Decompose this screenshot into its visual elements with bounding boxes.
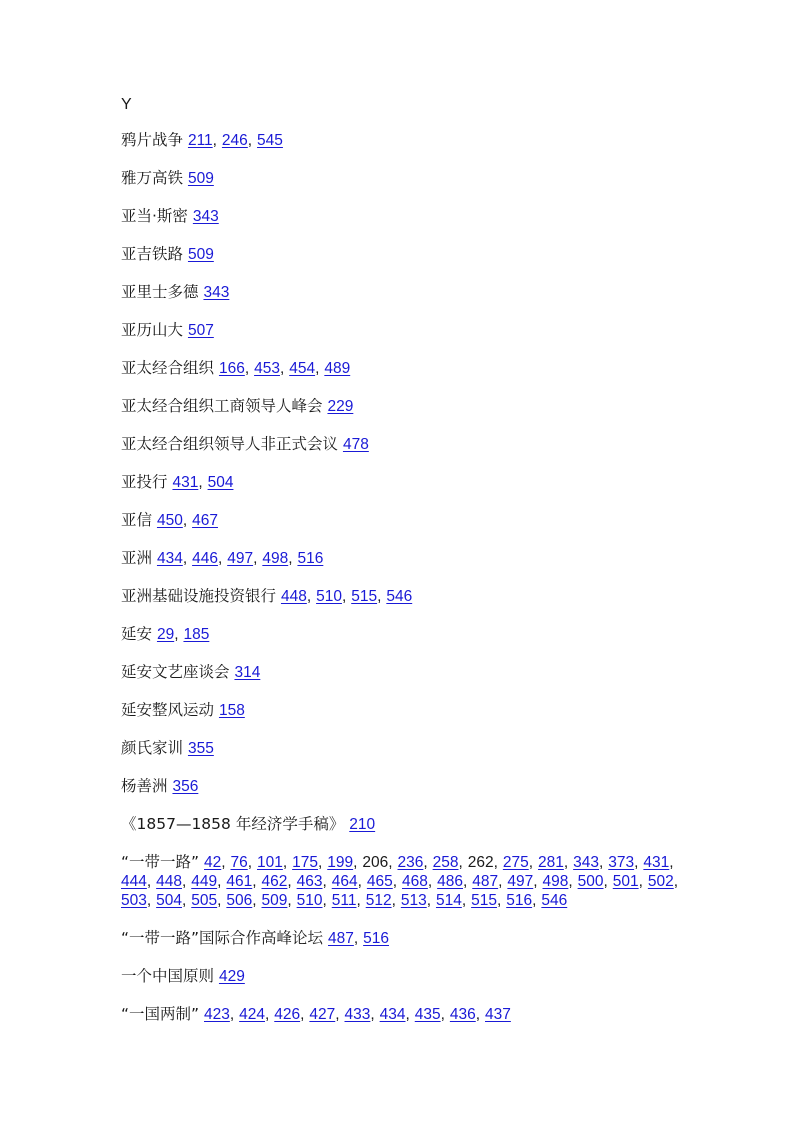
page-reference-link[interactable]: 503: [121, 892, 147, 909]
index-entry: [121, 359, 681, 378]
page-separator: ,: [265, 1006, 270, 1023]
page-separator: ,: [528, 854, 534, 871]
page-reference-link[interactable]: 76: [230, 854, 248, 871]
page-reference-link[interactable]: 343: [203, 284, 230, 301]
page-separator: ,: [463, 873, 468, 890]
page-reference-link[interactable]: 546: [541, 892, 568, 909]
index-term: “一带一路”: [121, 853, 200, 871]
index-term: 亚历山大: [121, 321, 184, 339]
index-term: 杨善洲: [121, 777, 168, 795]
page-separator: ,: [426, 892, 432, 909]
page-separator: ,: [315, 360, 320, 377]
page-reference-link[interactable]: 436: [449, 1006, 476, 1023]
page-separator: ,: [461, 892, 467, 909]
index-term: 亚信: [121, 511, 153, 529]
page-reference-link[interactable]: 29: [156, 626, 175, 643]
page-reference-link[interactable]: 461: [226, 873, 253, 890]
index-entry: [121, 435, 681, 454]
index-entry: [121, 777, 681, 796]
page-reference-link[interactable]: 435: [414, 1006, 441, 1023]
index-term: 一个中国原则: [121, 967, 215, 985]
page-reference-link[interactable]: 429: [218, 968, 245, 985]
page-reference-link[interactable]: 516: [363, 930, 389, 947]
page-reference-text: 206: [362, 854, 389, 871]
index-entry: [121, 321, 681, 340]
index-entry: [121, 283, 681, 302]
page-separator: ,: [356, 892, 361, 909]
page-separator: ,: [146, 892, 152, 909]
index-term: 亚洲: [121, 549, 153, 567]
page-reference-link[interactable]: 275: [502, 854, 529, 871]
page-separator: ,: [423, 854, 428, 871]
page-reference-link[interactable]: 487: [472, 873, 499, 890]
index-term: 亚洲基础设施投资银行: [121, 587, 277, 605]
index-term: 延安: [121, 625, 153, 643]
page-separator: ,: [568, 873, 573, 890]
page-reference-link[interactable]: 427: [309, 1006, 336, 1023]
page-reference-link[interactable]: 236: [397, 854, 424, 871]
page-reference-link[interactable]: 431: [643, 854, 670, 871]
page-reference-link[interactable]: 175: [292, 854, 318, 871]
page-separator: ,: [669, 854, 674, 871]
index-entry: [121, 815, 681, 834]
page-separator: ,: [182, 550, 188, 567]
page-reference-link[interactable]: 507: [187, 322, 214, 339]
page-reference-link[interactable]: 512: [365, 892, 392, 909]
page-separator: ,: [353, 930, 359, 947]
page-reference-link[interactable]: 199: [327, 854, 354, 871]
page-reference-link[interactable]: 464: [331, 873, 358, 890]
page-separator: ,: [279, 360, 285, 377]
page-reference-link[interactable]: 497: [507, 873, 534, 890]
page-separator: ,: [391, 892, 396, 909]
index-entry: [121, 169, 681, 188]
page-reference-link[interactable]: 513: [400, 892, 427, 909]
index-entry: [121, 511, 681, 530]
page-reference-link[interactable]: 454: [289, 360, 316, 377]
index-entry: [121, 701, 681, 720]
page-separator: ,: [300, 1006, 305, 1023]
index-term: 亚当·斯密: [121, 207, 188, 225]
page-reference-link[interactable]: 506: [226, 892, 253, 909]
page-separator: ,: [498, 873, 503, 890]
index-entry: [121, 131, 681, 150]
index-term: “一带一路”国际合作高峰论坛: [121, 929, 324, 947]
page-separator: ,: [182, 512, 188, 529]
page-reference-link[interactable]: 516: [297, 550, 324, 567]
page-reference-link[interactable]: 489: [324, 360, 351, 377]
page-reference-link[interactable]: 498: [262, 550, 289, 567]
index-entry: [121, 1005, 681, 1024]
page-reference-link[interactable]: 258: [432, 854, 459, 871]
page-separator: ,: [288, 550, 293, 567]
page-reference-link[interactable]: 516: [506, 892, 533, 909]
page-reference-link[interactable]: 211: [187, 132, 213, 149]
page-separator: ,: [673, 873, 679, 890]
page-reference-link[interactable]: 314: [234, 664, 261, 681]
index-term: “一国两制”: [121, 1005, 200, 1023]
index-term: 亚吉铁路: [121, 245, 184, 263]
page-reference-link[interactable]: 509: [261, 892, 288, 909]
page-reference-link[interactable]: 229: [327, 398, 354, 415]
page-separator: ,: [322, 892, 327, 909]
index-term: 亚太经合组织领导人非正式会议: [121, 435, 339, 453]
page-separator: ,: [252, 892, 257, 909]
index-entry: [121, 929, 681, 948]
page-reference-link[interactable]: 515: [471, 892, 497, 909]
page-reference-link[interactable]: 281: [538, 854, 564, 871]
page-separator: ,: [229, 1006, 235, 1023]
page-separator: ,: [198, 474, 203, 491]
page-separator: ,: [182, 892, 187, 909]
page-separator: ,: [252, 873, 257, 890]
page-reference-link[interactable]: 185: [183, 626, 210, 643]
page-reference-link[interactable]: 356: [172, 778, 199, 795]
section-letter-heading: Y: [121, 96, 132, 113]
page-reference-link[interactable]: 501: [612, 873, 639, 890]
page-separator: ,: [335, 1006, 340, 1023]
page-separator: ,: [282, 854, 288, 871]
page-reference-link[interactable]: 545: [257, 132, 283, 149]
page-separator: ,: [353, 854, 358, 871]
page-separator: ,: [146, 873, 152, 890]
index-entry: [121, 663, 681, 682]
page-reference-link[interactable]: 426: [274, 1006, 301, 1023]
index-term: 延安文艺座谈会: [121, 663, 230, 681]
page-separator: ,: [341, 588, 347, 605]
page-reference-link[interactable]: 343: [192, 208, 219, 225]
page-reference-link[interactable]: 434: [379, 1006, 406, 1023]
page-separator: ,: [392, 873, 398, 890]
page-reference-link[interactable]: 515: [351, 588, 378, 605]
page-reference-link[interactable]: 504: [156, 892, 182, 909]
page-reference-link[interactable]: 450: [156, 512, 183, 529]
page-reference-link[interactable]: 423: [204, 1006, 230, 1023]
page-separator: ,: [427, 873, 433, 890]
page-reference-link[interactable]: 478: [342, 436, 369, 453]
page-reference-link[interactable]: 504: [207, 474, 234, 491]
page-separator: ,: [533, 873, 538, 890]
page-separator: ,: [217, 892, 222, 909]
page-separator: ,: [638, 873, 643, 890]
page-reference-link[interactable]: 462: [261, 873, 288, 890]
index-term: 亚投行: [121, 473, 168, 491]
page-reference-link[interactable]: 465: [366, 873, 393, 890]
page-reference-link[interactable]: 355: [187, 740, 214, 757]
index-term: 亚里士多德: [121, 283, 199, 301]
page-reference-link[interactable]: 467: [192, 512, 218, 529]
page-separator: ,: [247, 132, 253, 149]
index-term: 《1857—1858 年经济学手稿》: [121, 815, 345, 833]
index-entry: [121, 853, 681, 910]
page-separator: ,: [475, 1006, 481, 1023]
index-entry: [121, 207, 681, 226]
page-separator: ,: [318, 854, 323, 871]
page-separator: ,: [212, 132, 217, 149]
page-separator: ,: [563, 854, 569, 871]
page-reference-link[interactable]: 500: [577, 873, 604, 890]
page-separator: ,: [634, 854, 639, 871]
page-reference-link[interactable]: 546: [386, 588, 413, 605]
index-entry: [121, 397, 681, 416]
page-reference-link[interactable]: 498: [542, 873, 569, 890]
page-reference-link[interactable]: 434: [156, 550, 183, 567]
page-reference-link[interactable]: 101: [257, 854, 283, 871]
page-reference-link[interactable]: 453: [254, 360, 280, 377]
page-reference-text: 262: [467, 854, 494, 871]
page-separator: ,: [370, 1006, 375, 1023]
page-separator: ,: [287, 892, 292, 909]
page-separator: ,: [603, 873, 608, 890]
page-reference-link[interactable]: 448: [156, 873, 182, 890]
index-entry: [121, 739, 681, 758]
page-reference-link[interactable]: 158: [218, 702, 245, 719]
page-reference-link[interactable]: 514: [435, 892, 462, 909]
page-separator: ,: [496, 892, 502, 909]
index-term: 雅万高铁: [121, 169, 184, 187]
page-separator: ,: [599, 854, 604, 871]
page-separator: ,: [306, 588, 312, 605]
index-entry: [121, 625, 681, 644]
page-reference-link[interactable]: 486: [437, 873, 463, 890]
page-separator: ,: [458, 854, 463, 871]
page-reference-link[interactable]: 246: [221, 132, 248, 149]
index-entry: [121, 473, 681, 492]
page-separator: ,: [221, 854, 226, 871]
page-reference-link[interactable]: 433: [344, 1006, 371, 1023]
page-separator: ,: [322, 873, 327, 890]
page-reference-link[interactable]: 509: [187, 170, 214, 187]
index-entry: [121, 245, 681, 264]
page-separator: ,: [253, 550, 258, 567]
index-term: 鸦片战争: [121, 131, 184, 149]
page-separator: ,: [377, 588, 382, 605]
page-reference-link[interactable]: 449: [191, 873, 218, 890]
page-reference-link[interactable]: 463: [296, 873, 323, 890]
page-reference-link[interactable]: 468: [402, 873, 428, 890]
page-reference-link[interactable]: 444: [121, 873, 147, 890]
page-separator: ,: [247, 854, 253, 871]
index-term: 亚太经合组织工商领导人峰会: [121, 397, 323, 415]
page-separator: ,: [532, 892, 537, 909]
page-reference-link[interactable]: 510: [316, 588, 342, 605]
page-reference-link[interactable]: 42: [204, 854, 222, 871]
page-reference-link[interactable]: 373: [608, 854, 635, 871]
page-reference-link[interactable]: 497: [227, 550, 254, 567]
index-page: [121, 93, 681, 1043]
page-reference-link[interactable]: 502: [647, 873, 674, 890]
page-separator: ,: [287, 873, 292, 890]
page-separator: ,: [244, 360, 250, 377]
page-separator: ,: [405, 1006, 410, 1023]
page-separator: ,: [493, 854, 498, 871]
page-separator: ,: [217, 873, 222, 890]
page-reference-link[interactable]: 487: [328, 930, 354, 947]
index-term: 延安整风运动: [121, 701, 215, 719]
page-reference-link[interactable]: 446: [192, 550, 218, 567]
index-entry: [121, 587, 681, 606]
page-separator: ,: [388, 854, 393, 871]
page-reference-link[interactable]: 343: [573, 854, 599, 871]
index-entry: [121, 967, 681, 986]
page-separator: ,: [217, 550, 223, 567]
page-reference-link[interactable]: 166: [218, 360, 245, 377]
page-reference-link[interactable]: 509: [187, 246, 214, 263]
page-separator: ,: [182, 873, 187, 890]
index-entry: [121, 549, 681, 568]
page-reference-link[interactable]: 210: [349, 816, 376, 833]
page-reference-link[interactable]: 511: [331, 892, 357, 909]
page-reference-link[interactable]: 437: [485, 1006, 511, 1023]
page-reference-link[interactable]: 424: [239, 1006, 265, 1023]
page-reference-link[interactable]: 505: [191, 892, 218, 909]
index-entry-list: [121, 131, 681, 1024]
page-separator: ,: [440, 1006, 445, 1023]
index-term: 亚太经合组织: [121, 359, 215, 377]
page-reference-link[interactable]: 510: [296, 892, 323, 909]
page-reference-link[interactable]: 431: [172, 474, 199, 491]
page-separator: ,: [174, 626, 179, 643]
index-term: 颜氏家训: [121, 739, 184, 757]
page-separator: ,: [357, 873, 362, 890]
page-reference-link[interactable]: 448: [280, 588, 307, 605]
